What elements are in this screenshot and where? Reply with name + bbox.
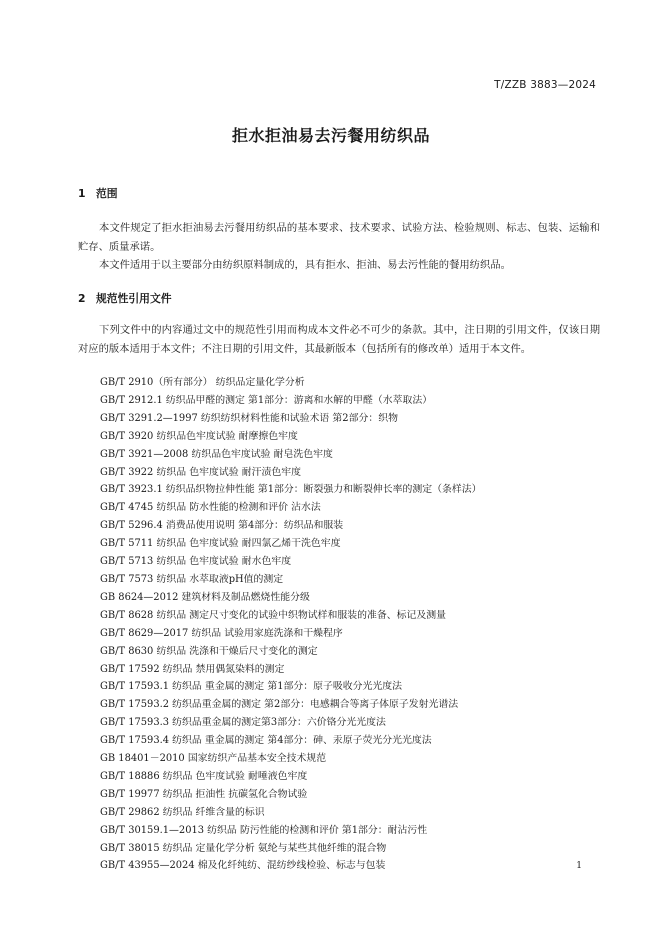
- reference-item: GB/T 5296.4 消费品使用说明 第4部分：纺织品和服装: [100, 520, 344, 532]
- reference-item: GB/T 17592 纺织品 禁用偶氮染料的测定: [100, 663, 285, 675]
- reference-item: GB/T 2910（所有部分） 纺织品定量化学分析: [100, 377, 305, 388]
- reference-item: GB/T 17593.3 纺织品重金属的测定第3部分：六价铬分光光度法: [100, 717, 386, 729]
- reference-item: GB/T 38015 纺织品 定量化学分析 氨纶与某些其他纤维的混合物: [100, 842, 387, 854]
- standard-number: T/ZZB 3883—2024: [494, 79, 596, 91]
- reference-item: GB/T 4745 纺织品 防水性能的检测和评价 沾水法: [100, 502, 321, 514]
- reference-item: GB/T 30159.1—2013 纺织品 防污性能的检测和评价 第1部分：耐沾污性: [100, 824, 428, 836]
- document-title: 拒水拒油易去污餐用纺织品: [231, 126, 430, 145]
- reference-item: GB/T 5711 纺织品 色牢度试验 耐四氯乙烯干洗色牢度: [100, 538, 341, 550]
- reference-item: GB/T 3921—2008 纺织品色牢度试验 耐皂洗色牢度: [100, 448, 333, 460]
- scope-paragraph-1: 本文件规定了拒水拒油易去污餐用纺织品的基本要求、技术要求、试验方法、检验规则、标志、包装、运输和贮存、质量承诺。: [78, 222, 600, 253]
- reference-item: GB/T 3923.1 纺织品织物拉伸性能 第1部分：断裂强力和断裂伸长率的测定（条样法）: [100, 484, 482, 496]
- reference-item: GB 8624—2012 建筑材料及制品燃烧性能分级: [100, 591, 310, 603]
- reference-item: GB/T 7573 纺织品 水萃取液pH值的测定: [100, 573, 284, 585]
- reference-item: GB/T 19977 纺织品 拒油性 抗碳氢化合物试验: [100, 788, 308, 800]
- scope-paragraph-2: 本文件适用于以主要部分由纺织原料制成的，具有拒水、拒油、易去污性能的餐用纺织品。: [99, 259, 511, 271]
- reference-item: GB/T 43955—2024 棉及化纤纯纺、混纺纱线检验、标志与包装: [100, 860, 386, 872]
- reference-item: GB/T 17593.2 纺织品重金属的测定 第2部分：电感耦合等离子体原子发射光谱法: [100, 699, 459, 711]
- reference-item: GB/T 8630 纺织品 洗涤和干燥后尺寸变化的测定: [100, 645, 318, 657]
- section-number: 1: [78, 187, 86, 200]
- reference-item: GB/T 29862 纺织品 纤维含量的标识: [100, 806, 265, 818]
- section-title: 规范性引用文件: [96, 292, 172, 305]
- reference-item: GB/T 3922 纺织品 色牢度试验 耐汗渍色牢度: [100, 466, 301, 478]
- reference-item: GB/T 17593.1 纺织品 重金属的测定 第1部分：原子吸收分光光度法: [100, 681, 402, 693]
- reference-item: GB/T 8628 纺织品 测定尺寸变化的试验中织物试样和服装的准备、标记及测量: [100, 609, 446, 621]
- section-heading-normative-references: [78, 291, 172, 306]
- references-intro-paragraph: 下列文件中的内容通过文中的规范性引用而构成本文件必不可少的条款。其中，注日期的引用文件，仅该日期对应的版本适用于本文件；不注日期的引用文件，其最新版本（包括所有的修改单）适用于本文件。: [78, 324, 600, 355]
- reference-item: GB/T 2912.1 纺织品甲醛的测定 第1部分：游离和水解的甲醛（水萃取法）: [100, 394, 433, 406]
- page-number: 1: [576, 861, 582, 871]
- section-heading-scope: [78, 186, 118, 201]
- reference-item: GB/T 8629—2017 纺织品 试验用家庭洗涤和干燥程序: [100, 627, 343, 639]
- reference-item: GB/T 17593.4 纺织品 重金属的测定 第4部分：砷、汞原子荧光分光光度法: [100, 735, 432, 747]
- section-title: 范围: [96, 187, 118, 200]
- reference-item: GB/T 3291.2—1997 纺织纺织材料性能和试验术语 第2部分：织物: [100, 412, 398, 424]
- reference-item: GB 18401－2010 国家纺织产品基本安全技术规范: [100, 753, 327, 765]
- reference-item: GB/T 3920 纺织品色牢度试验 耐摩擦色牢度: [100, 430, 298, 442]
- reference-item: GB/T 5713 纺织品 色牢度试验 耐水色牢度: [100, 556, 292, 568]
- reference-item: GB/T 18886 纺织品 色牢度试验 耐唾液色牢度: [100, 770, 308, 782]
- reference-list: [100, 374, 481, 875]
- section-number: 2: [78, 292, 86, 305]
